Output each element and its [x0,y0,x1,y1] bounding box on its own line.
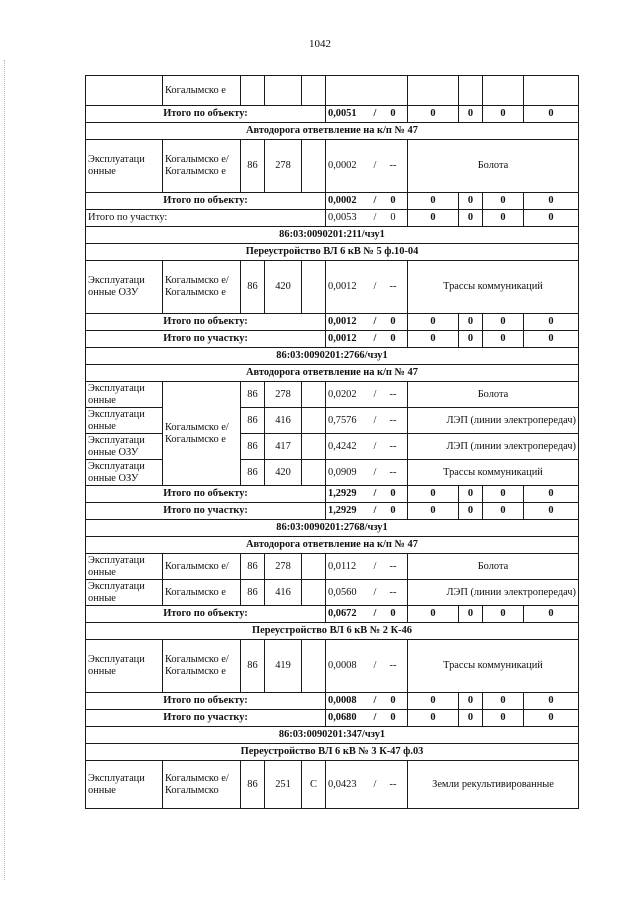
total-value: 0 [483,210,524,227]
land-use-category: Эксплуатаци онные [86,580,163,606]
marker [302,140,326,193]
total-value: 0 [483,331,524,348]
area-extra: -- [389,388,397,400]
plot-number: 420 [265,460,302,486]
total-value: 0 [483,193,524,210]
total-value: 0 [459,193,483,210]
plot-number: 278 [265,140,302,193]
marker [302,640,326,693]
table-row [86,106,579,123]
table-row [86,727,579,744]
area-extra: -- [389,414,397,426]
land-use-category: Эксплуатаци онные [86,140,163,193]
area-extra: 0 [390,316,396,327]
table-row [86,227,579,244]
area-value: 0,0002 [328,160,357,171]
area-separator: / [373,281,377,292]
area-value: 1,2929 [328,488,357,499]
total-value: 0 [483,606,524,623]
row-cell [483,76,524,106]
plot-number: 416 [265,408,302,434]
table-row [86,123,579,140]
total-value: 0 [524,210,579,227]
row-cell [302,76,326,106]
area-cell [326,408,408,434]
total-label: Итого по объекту: [86,606,326,623]
table-row [86,744,579,761]
area-extra: 0 [390,108,396,119]
total-value: 0 [459,693,483,710]
area-value: 0,0909 [328,466,357,478]
page-number: 1042 [309,38,331,50]
area-value: 0,0053 [328,212,357,223]
table-row [86,348,579,365]
total-value: 0 [524,486,579,503]
land-use-category: Эксплуатаци онные [86,554,163,580]
area-separator: / [373,212,377,223]
area-cell [326,140,408,193]
total-value: 0 [483,503,524,520]
area-value: 0,0012 [328,333,357,344]
land-type: ЛЭП (линии электропередач) [408,434,579,460]
area-extra: -- [389,281,397,292]
area-cell [326,486,408,503]
table-row [86,623,579,640]
land-type: Болота [408,140,579,193]
land-type: ЛЭП (линии электропередач) [408,580,579,606]
land-type: Трассы коммуникаций [408,261,579,314]
table-row [86,365,579,382]
total-value: 0 [524,314,579,331]
area-separator: / [373,440,377,452]
area-extra: 0 [390,333,396,344]
area-separator: / [373,608,377,619]
area-extra: 0 [390,212,396,223]
area-separator: / [373,778,377,790]
total-value: 0 [408,503,459,520]
total-value: 0 [524,693,579,710]
municipality: Когалымско е [163,580,241,606]
area-separator: / [373,660,377,671]
area-value: 0,0002 [328,195,357,206]
area-value: 0,0672 [328,608,357,619]
total-value: 0 [459,710,483,727]
plot-number: 419 [265,640,302,693]
section-header: Переустройство ВЛ 6 кВ № 3 К-47 ф.03 [86,744,579,761]
scan-edge [4,60,7,880]
area-separator: / [373,466,377,478]
land-use-category: Эксплуатаци онные [86,382,163,408]
area-extra: 0 [390,195,396,206]
total-label: Итого по участку: [86,210,326,227]
table-row [86,331,579,348]
row-cell [86,76,163,106]
area-value: 0,0423 [328,778,357,790]
area-extra: -- [389,466,397,478]
table-row [86,554,579,580]
table-row [86,606,579,623]
total-value: 0 [459,210,483,227]
area-value: 0,0680 [328,712,357,723]
total-value: 0 [524,606,579,623]
section-header: Автодорога ответвление на к/п № 47 [86,537,579,554]
area-extra: -- [389,560,397,572]
total-label: Итого по объекту: [86,314,326,331]
section-header: 86:03:0090201:347/чзу1 [86,727,579,744]
plot-number: 420 [265,261,302,314]
region-code: 86 [241,580,265,606]
area-separator: / [373,414,377,426]
region-code: 86 [241,460,265,486]
total-value: 0 [408,193,459,210]
municipality: Когалымско е/ Когалымско е [163,640,241,693]
row-cell [459,76,483,106]
area-extra: 0 [390,695,396,706]
marker [302,408,326,434]
region-code: 86 [241,261,265,314]
table-row [86,640,579,693]
total-value: 0 [459,486,483,503]
region-code: 86 [241,382,265,408]
total-value: 0 [524,710,579,727]
plot-number: 278 [265,554,302,580]
total-label: Итого по объекту: [86,486,326,503]
area-cell [326,261,408,314]
total-label: Итого по объекту: [86,106,326,123]
area-cell [326,434,408,460]
area-cell [326,710,408,727]
marker [302,261,326,314]
plot-number: 278 [265,382,302,408]
row-cell [408,76,459,106]
land-type: ЛЭП (линии электропередач) [408,408,579,434]
row-cell [265,76,302,106]
section-header: Автодорога ответвление на к/п № 47 [86,365,579,382]
section-header: 86:03:0090201:2766/чзу1 [86,348,579,365]
area-extra: 0 [390,488,396,499]
area-separator: / [373,712,377,723]
marker [302,580,326,606]
area-cell [326,382,408,408]
marker [302,382,326,408]
area-separator: / [373,108,377,119]
area-value: 0,0202 [328,388,357,400]
area-value: 0,0560 [328,586,357,598]
area-value: 0,0008 [328,660,357,671]
total-value: 0 [483,710,524,727]
area-value: 0,0008 [328,695,357,706]
area-value: 0,0012 [328,281,357,292]
section-header: Автодорога ответвление на к/п № 47 [86,123,579,140]
area-cell [326,580,408,606]
section-header: 86:03:0090201:211/чзу1 [86,227,579,244]
row-cell: Когалымско е [163,76,241,106]
area-cell [326,640,408,693]
area-value: 0,4242 [328,440,357,452]
land-use-category: Эксплуатаци онные [86,640,163,693]
area-separator: / [373,316,377,327]
table-row [86,261,579,314]
total-value: 0 [483,314,524,331]
total-value: 0 [524,106,579,123]
row-cell [241,76,265,106]
area-separator: / [373,160,377,171]
total-label: Итого по объекту: [86,693,326,710]
area-cell [326,761,408,809]
municipality: Когалымско е/ [163,554,241,580]
area-cell [326,460,408,486]
total-value: 0 [524,193,579,210]
area-separator: / [373,333,377,344]
table-row [86,140,579,193]
total-value: 0 [483,693,524,710]
area-separator: / [373,695,377,706]
total-label: Итого по участку: [86,503,326,520]
total-value: 0 [408,693,459,710]
area-separator: / [373,505,377,516]
area-cell [326,606,408,623]
table-row [86,244,579,261]
marker: С [302,761,326,809]
area-extra: -- [389,778,397,790]
table-row [86,710,579,727]
land-use-category: Эксплуатаци онные [86,408,163,434]
area-extra: 0 [390,712,396,723]
municipality: Когалымско е/ Когалымско е [163,140,241,193]
area-value: 0,0012 [328,316,357,327]
total-value: 0 [524,331,579,348]
table-row [86,503,579,520]
area-cell [326,503,408,520]
marker [302,460,326,486]
area-extra: 0 [390,608,396,619]
total-value: 0 [408,486,459,503]
table-row [86,693,579,710]
total-value: 0 [483,486,524,503]
area-extra: -- [389,660,397,671]
total-label: Итого по участку: [86,710,326,727]
row-cell [524,76,579,106]
table-row [86,520,579,537]
area-value: 1,2929 [328,505,357,516]
plot-number: 251 [265,761,302,809]
table-row [86,382,579,408]
area-separator: / [373,388,377,400]
land-use-category: Эксплуатаци онные ОЗУ [86,460,163,486]
total-value: 0 [408,710,459,727]
municipality: Когалымско е/ Когалымско е [163,261,241,314]
region-code: 86 [241,140,265,193]
municipality: Когалымско е/ Когалымско [163,761,241,809]
area-cell [326,193,408,210]
area-extra: 0 [390,505,396,516]
table-row [86,460,579,486]
total-value: 0 [408,210,459,227]
table-row [86,193,579,210]
plot-number: 417 [265,434,302,460]
area-value: 0,7576 [328,414,357,426]
municipality: Когалымско е/ Когалымско е [163,382,241,486]
area-cell [326,693,408,710]
section-header: 86:03:0090201:2768/чзу1 [86,520,579,537]
total-value: 0 [483,106,524,123]
table-row [86,210,579,227]
total-value: 0 [408,606,459,623]
land-type: Земли рекультивированные [408,761,579,809]
total-value: 0 [408,331,459,348]
total-value: 0 [459,106,483,123]
area-cell [326,210,408,227]
area-cell [326,76,408,106]
area-separator: / [373,560,377,572]
section-header: Переустройство ВЛ 6 кВ № 5 ф.10-04 [86,244,579,261]
area-value: 0,0051 [328,108,357,119]
area-separator: / [373,586,377,598]
area-extra: -- [389,440,397,452]
land-type: Болота [408,554,579,580]
table-row [86,486,579,503]
marker [302,434,326,460]
table-row [86,434,579,460]
area-cell [326,554,408,580]
area-cell [326,314,408,331]
land-use-category: Эксплуатаци онные ОЗУ [86,434,163,460]
area-cell [326,331,408,348]
table-row [86,761,579,809]
land-use-category: Эксплуатаци онные ОЗУ [86,261,163,314]
region-code: 86 [241,640,265,693]
land-use-category: Эксплуатаци онные [86,761,163,809]
table-row [86,537,579,554]
land-type: Трассы коммуникаций [408,460,579,486]
region-code: 86 [241,761,265,809]
total-value: 0 [459,606,483,623]
land-type: Болота [408,382,579,408]
total-value: 0 [408,106,459,123]
land-type: Трассы коммуникаций [408,640,579,693]
total-value: 0 [408,314,459,331]
total-label: Итого по объекту: [86,193,326,210]
area-extra: -- [389,586,397,598]
total-label: Итого по участку: [86,331,326,348]
area-separator: / [373,488,377,499]
table-row [86,580,579,606]
region-code: 86 [241,434,265,460]
area-separator: / [373,195,377,206]
plot-number: 416 [265,580,302,606]
total-value: 0 [459,503,483,520]
section-header: Переустройство ВЛ 6 кВ № 2 К-46 [86,623,579,640]
region-code: 86 [241,408,265,434]
region-code: 86 [241,554,265,580]
table-row [86,408,579,434]
area-cell [326,106,408,123]
table-row [86,76,579,106]
land-register-table [85,75,579,809]
marker [302,554,326,580]
area-value: 0,0112 [328,560,357,572]
area-extra: -- [389,160,397,171]
total-value: 0 [524,503,579,520]
total-value: 0 [459,331,483,348]
table-row [86,314,579,331]
total-value: 0 [459,314,483,331]
